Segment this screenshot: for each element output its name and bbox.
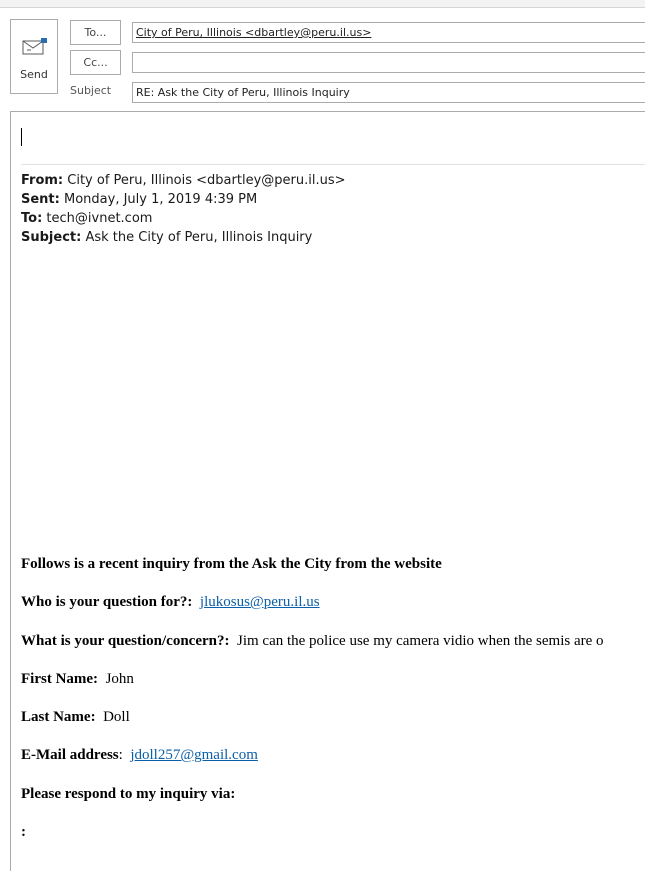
- envelope-send-icon: [22, 37, 48, 57]
- quoted-from: [21, 173, 345, 188]
- quoted-sent: [21, 192, 257, 207]
- first-name-line: [21, 671, 134, 688]
- subject-field[interactable]: RE: Ask the City of Peru, Illinois Inquiry: [132, 82, 645, 103]
- quoted-from-value: City of Peru, Illinois <dbartley@peru.il.us>: [63, 173, 346, 188]
- who-email-link[interactable]: jlukosus@peru.il.us: [199, 594, 320, 610]
- to-field[interactable]: [132, 22, 645, 43]
- reply-separator: [21, 164, 645, 165]
- respond-value-line: [21, 824, 26, 841]
- inquiry-intro: [21, 556, 442, 573]
- respond-colon: :: [21, 824, 26, 840]
- text-caret: [21, 128, 22, 146]
- what-label: What is your question/concern?:: [21, 633, 230, 649]
- to-button[interactable]: To...: [70, 20, 121, 45]
- quoted-to: [21, 211, 152, 226]
- respond-line: [21, 786, 235, 803]
- email-label: E-Mail address: [21, 747, 119, 763]
- send-label: Send: [20, 68, 48, 81]
- quoted-sent-value: Monday, July 1, 2019 4:39 PM: [59, 192, 258, 207]
- first-name-label: First Name:: [21, 671, 99, 687]
- subject-label: Subject: [70, 84, 112, 97]
- quoted-subject-value: Ask the City of Peru, Illinois Inquiry: [81, 230, 313, 245]
- what-line: [21, 633, 604, 650]
- window-top-strip: [0, 0, 645, 8]
- quoted-to-value: tech@ivnet.com: [42, 211, 153, 226]
- send-button[interactable]: [10, 19, 58, 94]
- to-recipient[interactable]: City of Peru, Illinois <dbartley@peru.il.us>: [136, 26, 372, 39]
- quoted-subject: [21, 230, 312, 245]
- last-name-label: Last Name:: [21, 709, 96, 725]
- quoted-subject-label: Subject:: [21, 230, 82, 245]
- email-link[interactable]: jdoll257@gmail.com: [130, 747, 258, 763]
- inquiry-intro-text: Follows is a recent inquiry from the Ask the City from the website: [21, 556, 442, 572]
- what-value: Jim can the police use my camera vidio when the semis are o: [236, 633, 604, 649]
- email-line: E-Mail address: jdoll257@gmail.com: [21, 747, 258, 763]
- quoted-sent-label: Sent:: [21, 192, 60, 207]
- last-name-line: [21, 709, 130, 726]
- quoted-from-label: From:: [21, 173, 64, 188]
- last-name-value: Doll: [103, 709, 130, 725]
- quoted-to-label: To:: [21, 211, 43, 226]
- who-line: [21, 594, 320, 611]
- cc-field[interactable]: [132, 52, 645, 73]
- who-label: Who is your question for?:: [21, 594, 193, 610]
- cc-button[interactable]: Cc...: [70, 50, 121, 75]
- respond-label: Please respond to my inquiry via:: [21, 786, 236, 802]
- first-name-value: John: [105, 671, 134, 687]
